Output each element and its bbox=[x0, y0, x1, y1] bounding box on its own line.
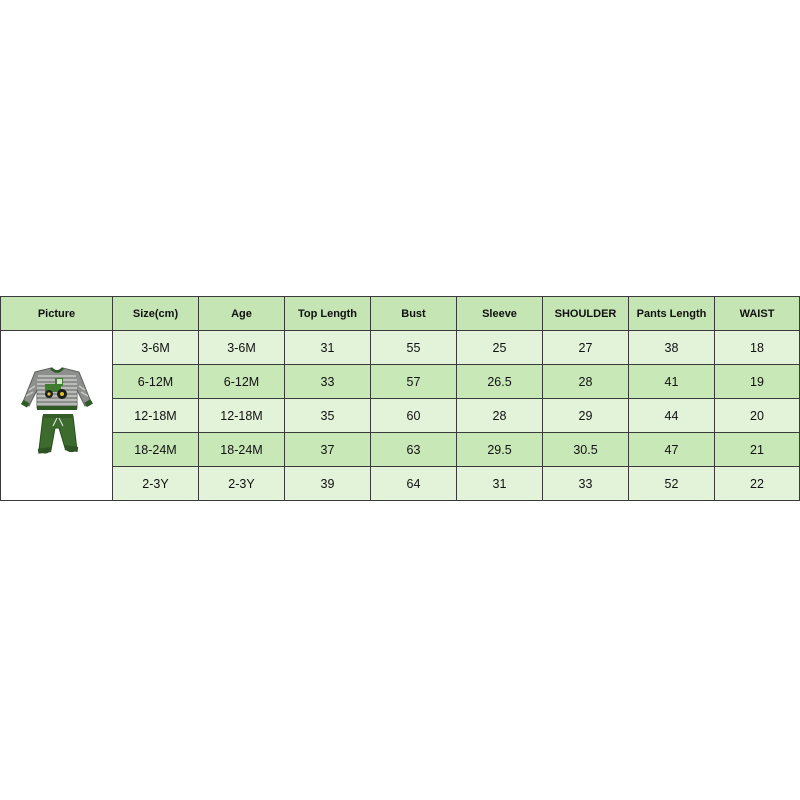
cell-bust: 63 bbox=[371, 433, 457, 467]
cell-size: 12-18M bbox=[113, 399, 199, 433]
pants-graphic bbox=[37, 414, 77, 454]
header-row bbox=[1, 297, 800, 331]
cell-pants-length: 41 bbox=[629, 365, 715, 399]
cell-age: 2-3Y bbox=[199, 467, 285, 501]
cell-bust: 60 bbox=[371, 399, 457, 433]
cell-shoulder: 27 bbox=[543, 331, 629, 365]
cell-pants-length: 38 bbox=[629, 331, 715, 365]
sweatshirt-graphic bbox=[20, 368, 92, 410]
cell-waist: 21 bbox=[715, 433, 800, 467]
cell-age: 12-18M bbox=[199, 399, 285, 433]
cell-sleeve: 28 bbox=[457, 399, 543, 433]
cell-bust: 55 bbox=[371, 331, 457, 365]
product-picture-cell bbox=[1, 331, 113, 501]
cell-size: 18-24M bbox=[113, 433, 199, 467]
cell-size: 2-3Y bbox=[113, 467, 199, 501]
baby-outfit-image bbox=[7, 346, 107, 486]
cell-shoulder: 30.5 bbox=[543, 433, 629, 467]
header-waist: WAIST bbox=[715, 297, 800, 331]
table-row bbox=[1, 399, 800, 433]
cell-waist: 18 bbox=[715, 331, 800, 365]
cell-sleeve: 29.5 bbox=[457, 433, 543, 467]
cell-pants-length: 52 bbox=[629, 467, 715, 501]
header-pants-length: Pants Length bbox=[629, 297, 715, 331]
table-row bbox=[1, 331, 800, 365]
table-row bbox=[1, 467, 800, 501]
cell-waist: 19 bbox=[715, 365, 800, 399]
cell-top-length: 33 bbox=[285, 365, 371, 399]
cell-waist: 20 bbox=[715, 399, 800, 433]
header-picture: Picture bbox=[1, 297, 113, 331]
cell-shoulder: 33 bbox=[543, 467, 629, 501]
cell-pants-length: 44 bbox=[629, 399, 715, 433]
size-chart-table bbox=[0, 296, 800, 501]
header-size: Size(cm) bbox=[113, 297, 199, 331]
cell-shoulder: 28 bbox=[543, 365, 629, 399]
cell-shoulder: 29 bbox=[543, 399, 629, 433]
table-row bbox=[1, 365, 800, 399]
header-shoulder: SHOULDER bbox=[543, 297, 629, 331]
cell-size: 3-6M bbox=[113, 331, 199, 365]
cell-size: 6-12M bbox=[113, 365, 199, 399]
cell-sleeve: 31 bbox=[457, 467, 543, 501]
cell-top-length: 35 bbox=[285, 399, 371, 433]
cell-age: 18-24M bbox=[199, 433, 285, 467]
cell-age: 6-12M bbox=[199, 365, 285, 399]
table-row bbox=[1, 433, 800, 467]
header-age: Age bbox=[199, 297, 285, 331]
cell-bust: 64 bbox=[371, 467, 457, 501]
header-sleeve: Sleeve bbox=[457, 297, 543, 331]
cell-top-length: 39 bbox=[285, 467, 371, 501]
cell-top-length: 37 bbox=[285, 433, 371, 467]
cell-waist: 22 bbox=[715, 467, 800, 501]
cell-sleeve: 25 bbox=[457, 331, 543, 365]
cell-bust: 57 bbox=[371, 365, 457, 399]
cell-pants-length: 47 bbox=[629, 433, 715, 467]
header-top-length: Top Length bbox=[285, 297, 371, 331]
cell-sleeve: 26.5 bbox=[457, 365, 543, 399]
cell-age: 3-6M bbox=[199, 331, 285, 365]
header-bust: Bust bbox=[371, 297, 457, 331]
cell-top-length: 31 bbox=[285, 331, 371, 365]
